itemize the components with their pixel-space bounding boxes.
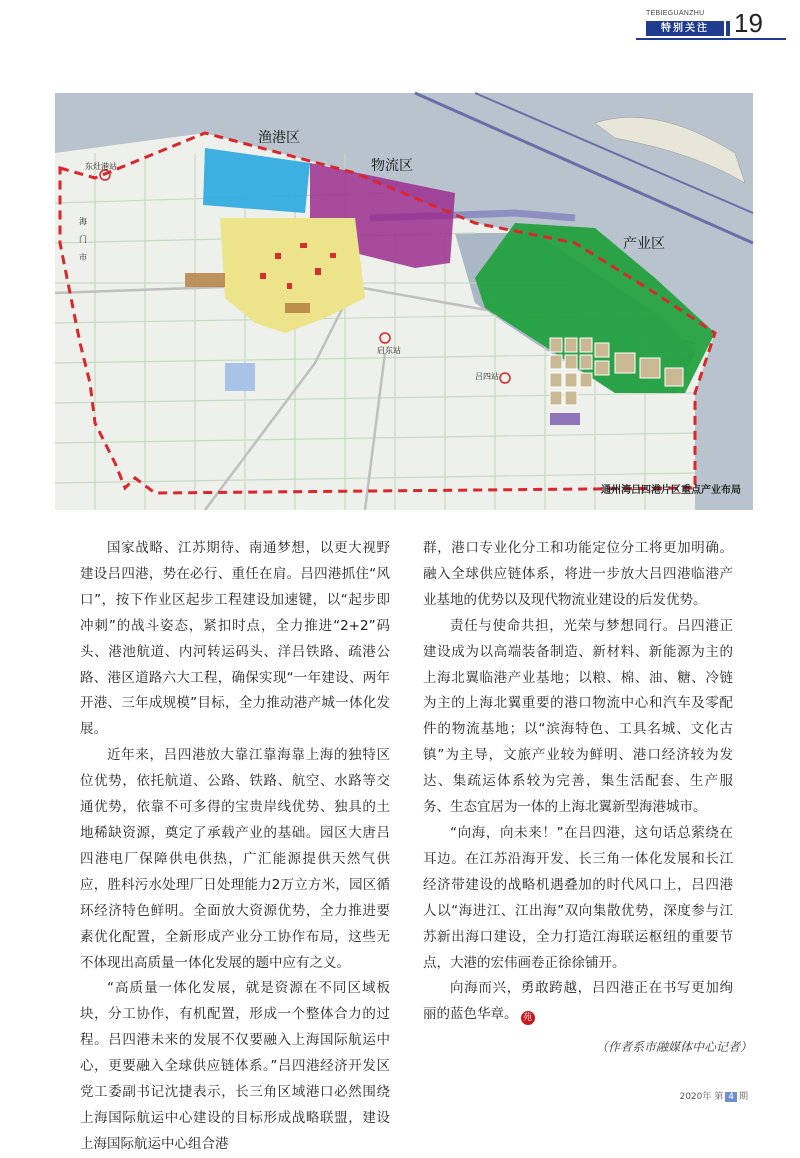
station-label-qifa: 启东站 bbox=[377, 346, 401, 355]
closing-text: 向海而兴，勇敢跨越，吕四港正在书写更加绚丽的蓝色华章。 bbox=[423, 980, 733, 1023]
zone-label-fishing-port: 渔港区 bbox=[258, 130, 300, 146]
station-label-dongzao: 东灶港站 bbox=[85, 162, 117, 171]
industrial-layout-map bbox=[55, 93, 753, 510]
footer-issue: 4 bbox=[725, 1092, 737, 1102]
section-english: TEBIEGUANZHU bbox=[646, 10, 705, 17]
byline: （作者系市融媒体中心记者） bbox=[595, 1040, 752, 1054]
article-column-left bbox=[80, 536, 390, 1158]
article-column-right bbox=[423, 536, 733, 1028]
page-number: 19 bbox=[734, 8, 763, 38]
lake bbox=[225, 363, 255, 391]
footer-suffix: 期 bbox=[738, 1092, 748, 1102]
page-footer bbox=[679, 1089, 748, 1102]
header-divider bbox=[726, 21, 730, 36]
paragraph: “高质量一体化发展，就是资源在不同区域板块，分工协作，有机配置，形成一个整体合力的过程。吕四港未来的发展不仅要融入上海国际航运中心，更要融入全球供应链体系。”吕四港经济开发区党工委副书记沈捷表示，长三角区域港口必然围绕上海国际航运中心建设的目标形成战略联盟，建设上海国际航运中心组合港 bbox=[80, 980, 390, 1152]
header-rule bbox=[636, 38, 786, 40]
zone-label-logistics: 物流区 bbox=[371, 158, 413, 174]
map-caption: 通州湾吕四港片区重点产业布局 bbox=[601, 485, 741, 496]
paragraph-closing bbox=[423, 976, 733, 1028]
zone-label-industrial: 产业区 bbox=[623, 236, 665, 252]
page-header bbox=[636, 8, 786, 42]
paragraph: 国家战略、江苏期待、南通梦想，以更大视野建设吕四港，势在必行、重任在肩。吕四港抓住“风口”，按下作业区起步工程建设加速键，以“起步即冲刺”的战斗姿态，紧扣时点，全力推进“2+2”码头、港池航道、内河转运码头、洋吕铁路、疏港公路、港区道路六大工程，确保实现“一年建设、两年开港、三年成规模”目标，全力推动港产城一体化发展。 bbox=[80, 540, 390, 738]
end-mark-icon: 苑 bbox=[521, 1011, 535, 1025]
section-title: 特别关注 bbox=[646, 21, 724, 36]
city-label-hemen: 海门市 bbox=[79, 217, 87, 262]
paragraph: 责任与使命共担，光荣与梦想同行。吕四港正建设成为以高端装备制造、新材料、新能源为主的上海北翼临港产业基地；以粮、棉、油、糖、冷链为主的上海北翼重要的港口物流中心和汽车及零配件的物流基地；以“滨海特色、工具名城、文化古镇”为主导，文旅产业较为鲜明、港口经济较为发达、集疏运体系较为完善，集生活配套、生产服务、生态宜居为一体的上海北翼新型海港城市。 bbox=[423, 617, 733, 816]
paragraph-continued: 群，港口专业化分工和功能定位分工将更加明确。融入全球供应链体系，将进一步放大吕四港临港产业基地的优势以及现代物流业建设的后发优势。 bbox=[423, 540, 733, 608]
station-label-lvsi: 吕四站 bbox=[475, 372, 499, 381]
footer-year: 2020年 第 bbox=[679, 1092, 724, 1102]
paragraph: “向海，向未来！”在吕四港，这句话总萦绕在耳边。在江苏沿海开发、长三角一体化发展和长江经济带建设的战略机遇叠加的时代风口上，吕四港人以“海进江、江出海”双向集散优势，深度参与江苏新出海口建设，全力打造江海联运枢纽的重要节点，大港的宏伟画卷正徐徐铺开。 bbox=[423, 824, 733, 971]
paragraph: 近年来，吕四港放大靠江靠海靠上海的独特区位优势，依托航道、公路、铁路、航空、水路等交通优势，依靠不可多得的宝贵岸线优势、独具的土地稀缺资源，奠定了承载产业的基础。园区大唐吕四港电厂保障供电供热，广汇能源提供天然气供应，胜科污水处理厂日处理能力2万立方米，园区循环经济特色鲜明。全面放大资源优势，全力推进要素优化配置，全新形成产业分工协作布局，这些无不体现出高质量一体化发展的题中应有之义。 bbox=[80, 747, 390, 971]
